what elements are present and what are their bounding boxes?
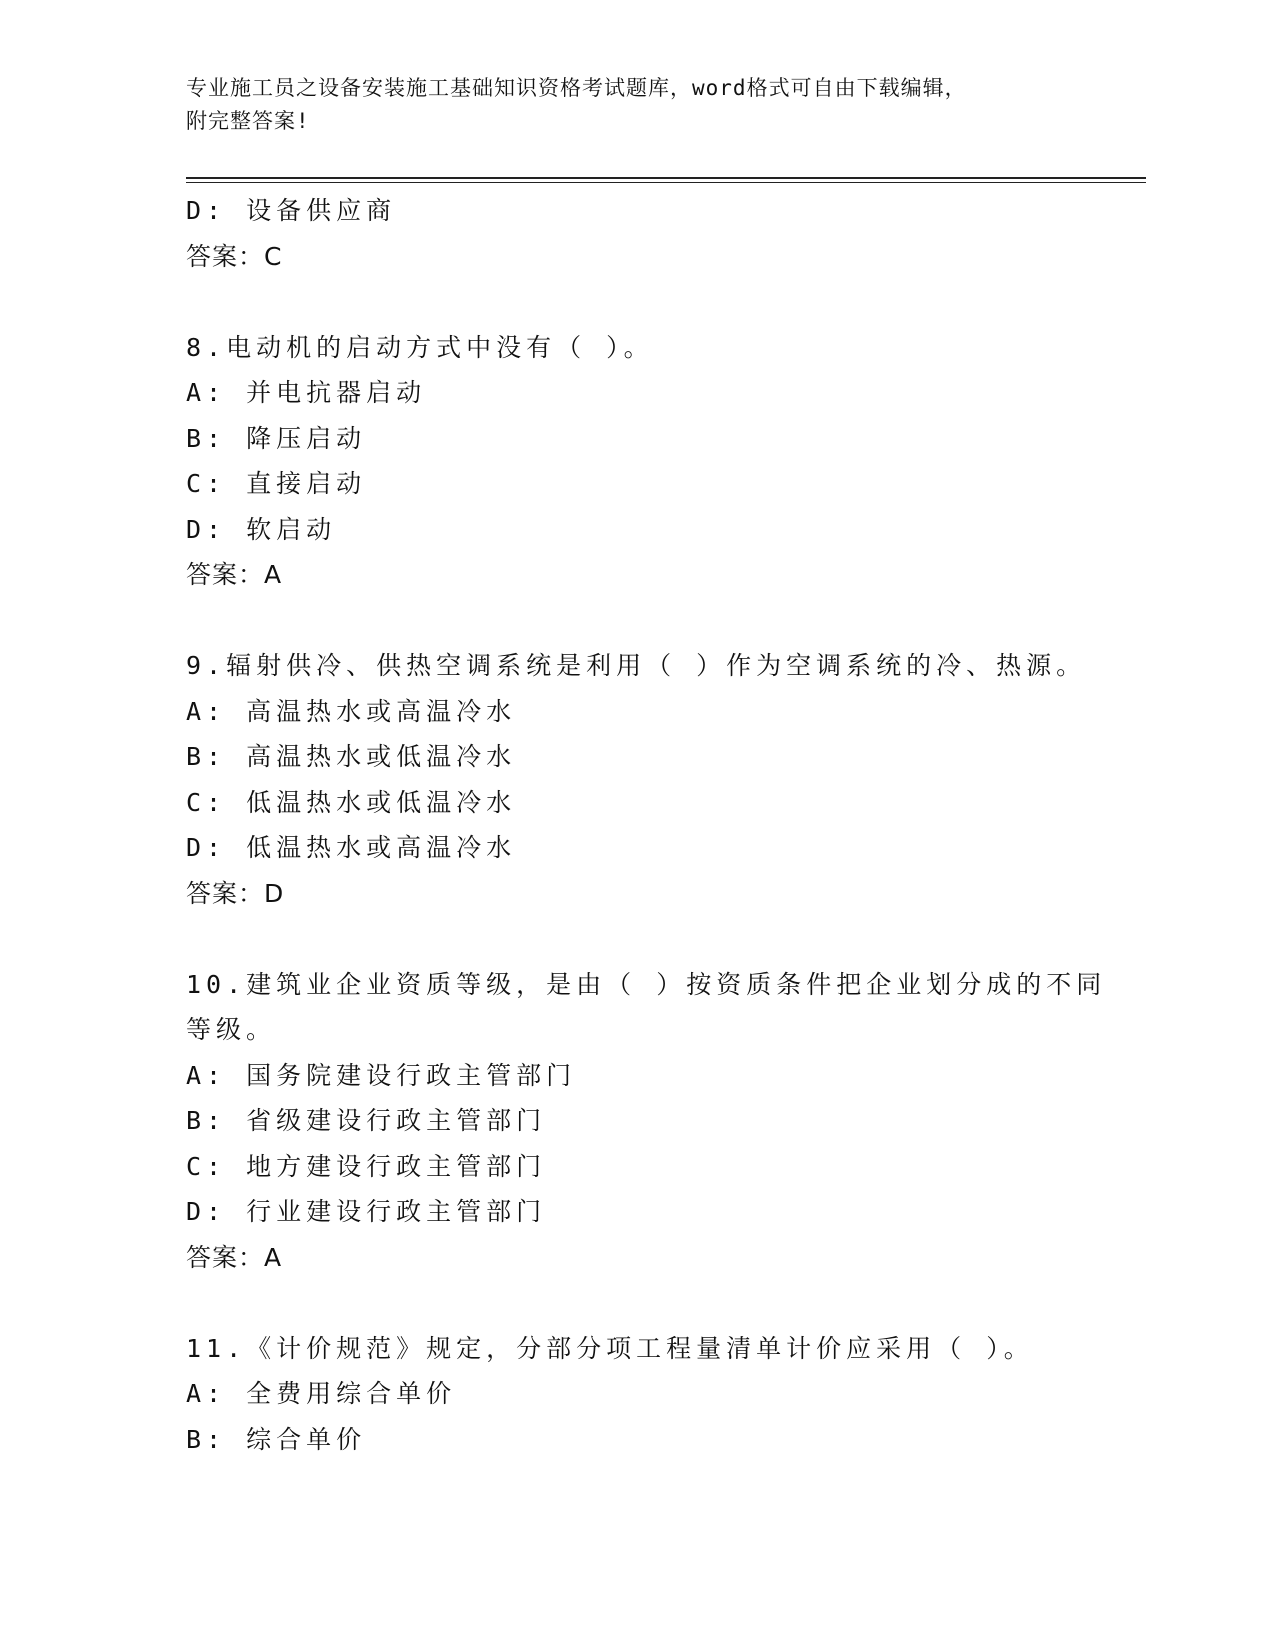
option-a: A: 高温热水或高温冷水 [186,696,517,726]
option-c: C: 直接启动 [186,469,367,498]
option-b: B: 省级建设行政主管部门 [186,1106,547,1135]
option-b: B: 综合单价 [186,1424,367,1454]
option-d: D: 低温热水或高温冷水 [186,833,517,862]
answer: 答案：A [186,1242,283,1272]
prev-option-d: D: 设备供应商 [186,196,397,225]
page-header [186,72,1066,138]
spacer [186,598,1106,644]
option-c: C: 地方建设行政主管部门 [186,1151,547,1181]
answer: 答案：D [186,878,285,908]
answer: 答案：A [186,560,283,589]
option-a: A: 国务院建设行政主管部门 [186,1060,577,1090]
header-divider-thick [186,177,1146,179]
question-10 [186,962,1106,1281]
question-stem: 9.辐射供冷、供热空调系统是利用（ ）作为空调系统的冷、热源。 [186,651,1087,680]
question-stem-line-1: 10.建筑业企业资质等级，是由（ ）按资质条件把企业划分成的不同 [186,969,1107,999]
option-a: A: 并电抗器启动 [186,378,427,407]
question-stem-line-2: 等级。 [186,1015,277,1044]
header-line-2: 附完整答案! [186,109,310,133]
option-b: B: 降压启动 [186,423,367,453]
option-d: D: 软启动 [186,514,337,544]
prev-answer: 答案：C [186,241,283,271]
spacer [186,916,1106,962]
question-stem: 8.电动机的启动方式中没有（ ）。 [186,332,654,362]
spacer [186,1280,1106,1326]
option-a: A: 全费用综合单价 [186,1379,457,1408]
question-8 [186,325,1106,598]
spacer [186,279,1106,325]
question-stem: 11.《计价规范》规定，分部分项工程量清单计价应采用（ ）。 [186,1333,1034,1363]
option-d: D: 行业建设行政主管部门 [186,1197,547,1226]
header-divider-thin [186,182,1146,183]
option-c: C: 低温热水或低温冷水 [186,787,517,817]
question-11 [186,1326,1106,1463]
document-body [186,188,1106,1462]
header-line-1: 专业施工员之设备安装施工基础知识资格考试题库，word格式可自由下载编辑， [186,76,967,100]
option-b: B: 高温热水或低温冷水 [186,742,517,771]
question-9 [186,643,1106,916]
